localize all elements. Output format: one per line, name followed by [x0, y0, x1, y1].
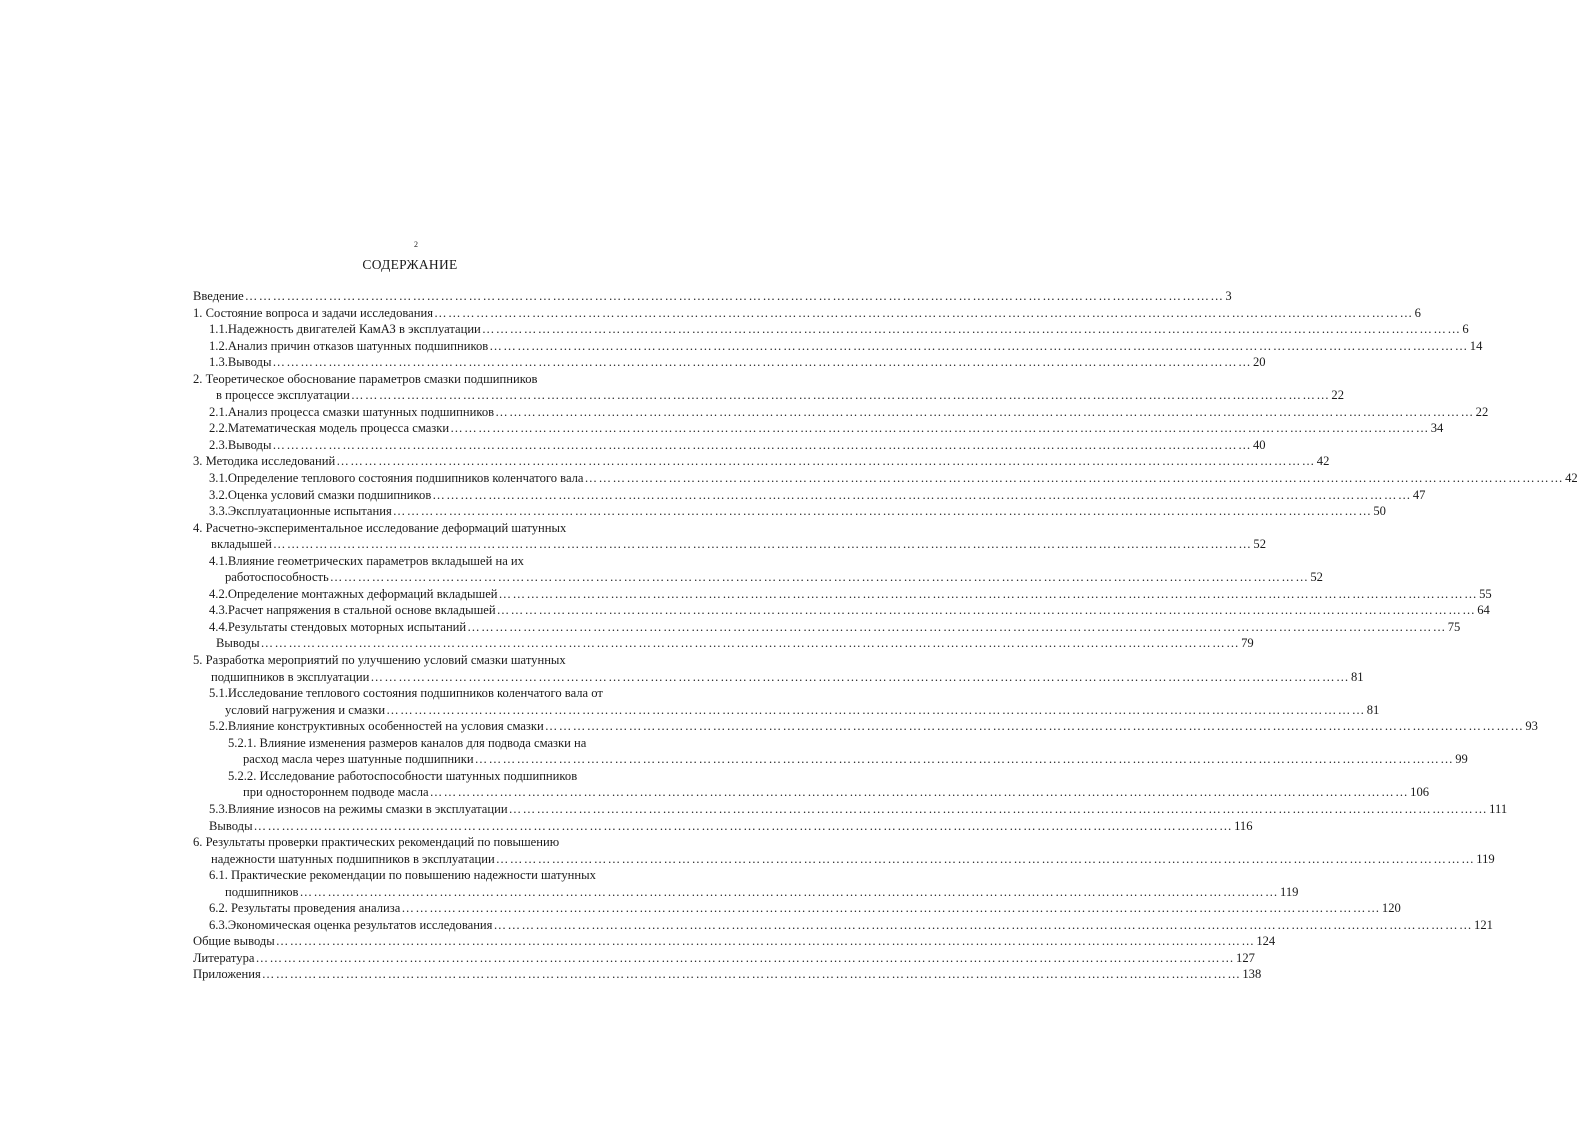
- toc-entry-title: в процессе эксплуатации: [216, 388, 350, 403]
- table-of-contents: [193, 288, 1578, 983]
- toc-leader-dots: …………………………………………………………………………………………………………………………………………………………………………………………: [261, 967, 1242, 982]
- toc-entry: [193, 751, 1468, 768]
- toc-leader-dots: …………………………………………………………………………………………………………………………………………………………………………………………: [370, 669, 1350, 684]
- toc-entry: [193, 305, 1421, 322]
- toc-page-number: 99: [1455, 752, 1468, 767]
- toc-entry: [193, 420, 1444, 437]
- toc-leader-dots: …………………………………………………………………………………………………………………………………………………………………………………………: [493, 917, 1474, 932]
- toc-entry-title: 3.1.Определение теплового состояния подшипников коленчатого вала: [209, 471, 584, 486]
- toc-page-number: 34: [1430, 421, 1444, 436]
- toc-page-number: 22: [1331, 388, 1344, 403]
- toc-leader-dots: …………………………………………………………………………………………………………………………………………………………………………………………: [272, 537, 1253, 552]
- toc-page-number: 127: [1236, 950, 1255, 965]
- toc-entry-title: расход масла через шатунные подшипники: [243, 752, 474, 767]
- toc-entry-title: 5.2.Влияние конструктивных особенностей на условия смазки: [209, 719, 544, 734]
- toc-page-number: 40: [1252, 437, 1266, 452]
- toc-leader-dots: …………………………………………………………………………………………………………………………………………………………………………………………: [498, 586, 1479, 601]
- toc-entry: [193, 702, 1380, 719]
- toc-entry: [193, 735, 638, 752]
- toc-leader-dots: …………………………………………………………………………………………………………………………………………………………………………………………: [544, 719, 1525, 734]
- toc-entry-title: Выводы: [209, 818, 253, 833]
- toc-page-number: 121: [1474, 917, 1493, 932]
- toc-entry-title: 5.2.1. Влияние изменения размеров каналов для подвода смазки на: [228, 735, 587, 750]
- toc-page-number: 79: [1241, 636, 1254, 651]
- toc-leader-dots: …………………………………………………………………………………………………………………………………………………………………………………………: [350, 388, 1331, 403]
- toc-leader-dots: …………………………………………………………………………………………………………………………………………………………………………………………: [329, 570, 1310, 585]
- toc-leader-dots: …………………………………………………………………………………………………………………………………………………………………………………………: [481, 322, 1462, 337]
- toc-entry-title: Литература: [193, 950, 255, 965]
- toc-leader-dots: …………………………………………………………………………………………………………………………………………………………………………………………: [489, 338, 1469, 353]
- toc-entry: [193, 966, 1262, 983]
- toc-entry-title: 4.1.Влияние геометрических параметров вкладышей на их: [209, 553, 524, 568]
- toc-entry: [193, 520, 638, 537]
- toc-leader-dots: …………………………………………………………………………………………………………………………………………………………………………………………: [401, 901, 1381, 916]
- toc-entry: [193, 321, 1469, 338]
- toc-page-number: 111: [1489, 801, 1508, 816]
- toc-leader-dots: …………………………………………………………………………………………………………………………………………………………………………………………: [508, 801, 1489, 816]
- toc-entry: [193, 470, 1578, 487]
- toc-leader-dots: …………………………………………………………………………………………………………………………………………………………………………………………: [450, 421, 1430, 436]
- toc-page-number: 106: [1410, 785, 1430, 800]
- toc-entry-title: при одностороннем подводе масла: [243, 785, 429, 800]
- toc-leader-dots: …………………………………………………………………………………………………………………………………………………………………………………………: [495, 851, 1476, 866]
- toc-page-number: 6: [1414, 305, 1421, 320]
- toc-page-number: 93: [1525, 719, 1538, 734]
- toc-leader-dots: …………………………………………………………………………………………………………………………………………………………………………………………: [272, 355, 1252, 370]
- toc-page-number: 119: [1280, 884, 1299, 899]
- toc-page-number: 55: [1479, 586, 1492, 601]
- toc-entry-title: 5. Разработка мероприятий по улучшению условий смазки шатунных: [193, 653, 566, 668]
- toc-entry-title: 3. Методика исследований: [193, 454, 336, 469]
- toc-page-number: 20: [1252, 355, 1266, 370]
- toc-entry: [193, 602, 1490, 619]
- toc-leader-dots: …………………………………………………………………………………………………………………………………………………………………………………………: [272, 437, 1252, 452]
- toc-entry: [193, 917, 1493, 934]
- toc-entry: [193, 652, 638, 669]
- toc-entry: [193, 437, 1266, 454]
- toc-page-number: 81: [1366, 702, 1380, 717]
- toc-page-number: 64: [1477, 603, 1490, 618]
- toc-entry-title: Приложения: [193, 967, 261, 982]
- toc-entry-title: 1.2.Анализ причин отказов шатунных подшипников: [209, 338, 489, 353]
- toc-entry: [193, 768, 638, 785]
- page-number: 2: [414, 240, 418, 249]
- toc-entry-title: 1.3.Выводы: [209, 355, 272, 370]
- toc-entry: [193, 933, 1276, 950]
- toc-entry: [193, 569, 1323, 586]
- toc-entry-title: 4.3.Расчет напряжения в стальной основе вкладышей: [209, 603, 496, 618]
- toc-entry: [193, 867, 638, 884]
- toc-entry-title: 2.3.Выводы: [209, 437, 272, 452]
- toc-entry-title: 4.4.Результаты стендовых моторных испытаний: [209, 619, 467, 634]
- toc-entry-title: 3.3.Эксплуатационные испытания: [209, 504, 392, 519]
- toc-leader-dots: …………………………………………………………………………………………………………………………………………………………………………………………: [260, 636, 1241, 651]
- toc-entry: [193, 487, 1426, 504]
- toc-page-number: 120: [1381, 901, 1401, 916]
- toc-page-number: 124: [1256, 934, 1276, 949]
- toc-page-number: 119: [1476, 851, 1495, 866]
- toc-entry-title: Общие выводы: [193, 934, 275, 949]
- toc-leader-dots: …………………………………………………………………………………………………………………………………………………………………………………………: [392, 504, 1373, 519]
- toc-entry: [193, 669, 1364, 686]
- toc-entry: [193, 635, 1254, 652]
- toc-entry-title: условий нагружения и смазки: [225, 702, 386, 717]
- toc-entry-title: 1.1.Надежность двигателей КамАЗ в эксплуатации: [209, 322, 481, 337]
- toc-entry: [193, 536, 1266, 553]
- toc-page-number: 52: [1253, 537, 1266, 552]
- toc-page-number: 81: [1350, 669, 1364, 684]
- toc-leader-dots: …………………………………………………………………………………………………………………………………………………………………………………………: [336, 454, 1316, 469]
- toc-entry: [193, 834, 638, 851]
- toc-leader-dots: …………………………………………………………………………………………………………………………………………………………………………………………: [496, 603, 1477, 618]
- toc-leader-dots: …………………………………………………………………………………………………………………………………………………………………………………………: [299, 884, 1280, 899]
- toc-entry: [193, 288, 1232, 305]
- toc-leader-dots: …………………………………………………………………………………………………………………………………………………………………………………………: [275, 934, 1256, 949]
- toc-entry: [193, 453, 1330, 470]
- toc-entry-title: 4.2.Определение монтажных деформаций вкладышей: [209, 586, 498, 601]
- toc-entry: [193, 900, 1401, 917]
- toc-entry-title: 6.1. Практические рекомендации по повышению надежности шатунных: [209, 868, 596, 883]
- toc-entry: [193, 586, 1492, 603]
- toc-entry: [193, 387, 1344, 404]
- toc-page-number: 47: [1412, 487, 1426, 502]
- toc-entry: [193, 619, 1461, 636]
- toc-entry: [193, 685, 638, 702]
- toc-leader-dots: …………………………………………………………………………………………………………………………………………………………………………………………: [495, 404, 1475, 419]
- toc-entry: [193, 371, 638, 388]
- toc-entry: [193, 950, 1255, 967]
- toc-leader-dots: …………………………………………………………………………………………………………………………………………………………………………………………: [467, 619, 1447, 634]
- toc-entry: [193, 503, 1386, 520]
- toc-entry-title: 2.1.Анализ процесса смазки шатунных подшипников: [209, 404, 495, 419]
- toc-page-number: 116: [1234, 818, 1253, 833]
- toc-page-number: 6: [1462, 322, 1469, 337]
- toc-entry-title: подшипников: [225, 884, 299, 899]
- toc-entry: [193, 404, 1489, 421]
- toc-entry-title: 6.3.Экономическая оценка результатов исследования: [209, 917, 493, 932]
- toc-leader-dots: …………………………………………………………………………………………………………………………………………………………………………………………: [255, 950, 1236, 965]
- toc-page-number: 52: [1310, 570, 1323, 585]
- toc-entry-title: 3.2.Оценка условий смазки подшипников: [209, 487, 432, 502]
- toc-leader-dots: …………………………………………………………………………………………………………………………………………………………………………………………: [434, 305, 1414, 320]
- toc-entry-title: 1. Состояние вопроса и задачи исследования: [193, 305, 434, 320]
- toc-page-number: 42: [1565, 471, 1578, 486]
- toc-entry-title: Выводы: [216, 636, 260, 651]
- toc-page-number: 3: [1225, 289, 1232, 303]
- toc-leader-dots: …………………………………………………………………………………………………………………………………………………………………………………………: [474, 752, 1455, 767]
- toc-entry: [193, 818, 1253, 835]
- toc-page-number: 50: [1373, 504, 1386, 519]
- toc-entry-title: вкладышей: [211, 537, 272, 552]
- toc-leader-dots: …………………………………………………………………………………………………………………………………………………………………………………………: [429, 785, 1410, 800]
- toc-entry-title: 5.2.2. Исследование работоспособности шатунных подшипников: [228, 768, 578, 783]
- toc-entry-title: надежности шатунных подшипников в эксплуатации: [211, 851, 495, 866]
- toc-entry: [193, 784, 1430, 801]
- toc-entry-title: 5.3.Влияние износов на режимы смазки в эксплуатации: [209, 801, 508, 816]
- toc-entry-title: подшипников в эксплуатации: [211, 669, 370, 684]
- page-title: СОДЕРЖАНИЕ: [362, 257, 458, 272]
- toc-entry-title: 6. Результаты проверки практических рекомендаций по повышению: [193, 835, 560, 850]
- toc-entry: [193, 354, 1266, 371]
- toc-entry-title: работоспособность: [225, 570, 329, 585]
- toc-page-number: 14: [1469, 338, 1483, 353]
- toc-entry-title: 2. Теоретическое обоснование параметров смазки подшипников: [193, 371, 538, 386]
- toc-page-number: 75: [1447, 619, 1461, 634]
- toc-leader-dots: …………………………………………………………………………………………………………………………………………………………………………………………: [253, 818, 1234, 833]
- toc-page-number: 42: [1316, 454, 1330, 469]
- toc-entry: [193, 338, 1483, 355]
- toc-leader-dots: …………………………………………………………………………………………………………………………………………………………………………………………: [584, 471, 1565, 486]
- toc-entry: [193, 851, 1495, 868]
- toc-entry-title: 4. Расчетно-экспериментальное исследование деформаций шатунных: [193, 520, 567, 535]
- toc-leader-dots: …………………………………………………………………………………………………………………………………………………………………………………………: [386, 702, 1366, 717]
- toc-page-number: 22: [1475, 404, 1489, 419]
- toc-entry: [193, 884, 1299, 901]
- toc-entry-title: 2.2.Математическая модель процесса смазки: [209, 421, 450, 436]
- toc-leader-dots: …………………………………………………………………………………………………………………………………………………………………………………………: [244, 289, 1225, 303]
- toc-entry-title: 5.1.Исследование теплового состояния подшипников коленчатого вала от: [209, 686, 603, 701]
- toc-entry-title: 6.2. Результаты проведения анализа: [209, 901, 401, 916]
- toc-entry: [193, 718, 1538, 735]
- toc-leader-dots: …………………………………………………………………………………………………………………………………………………………………………………………: [432, 487, 1412, 502]
- toc-entry: [193, 801, 1508, 818]
- toc-entry-title: Введение: [193, 289, 244, 303]
- toc-entry: [193, 553, 638, 570]
- toc-page-number: 138: [1242, 967, 1262, 982]
